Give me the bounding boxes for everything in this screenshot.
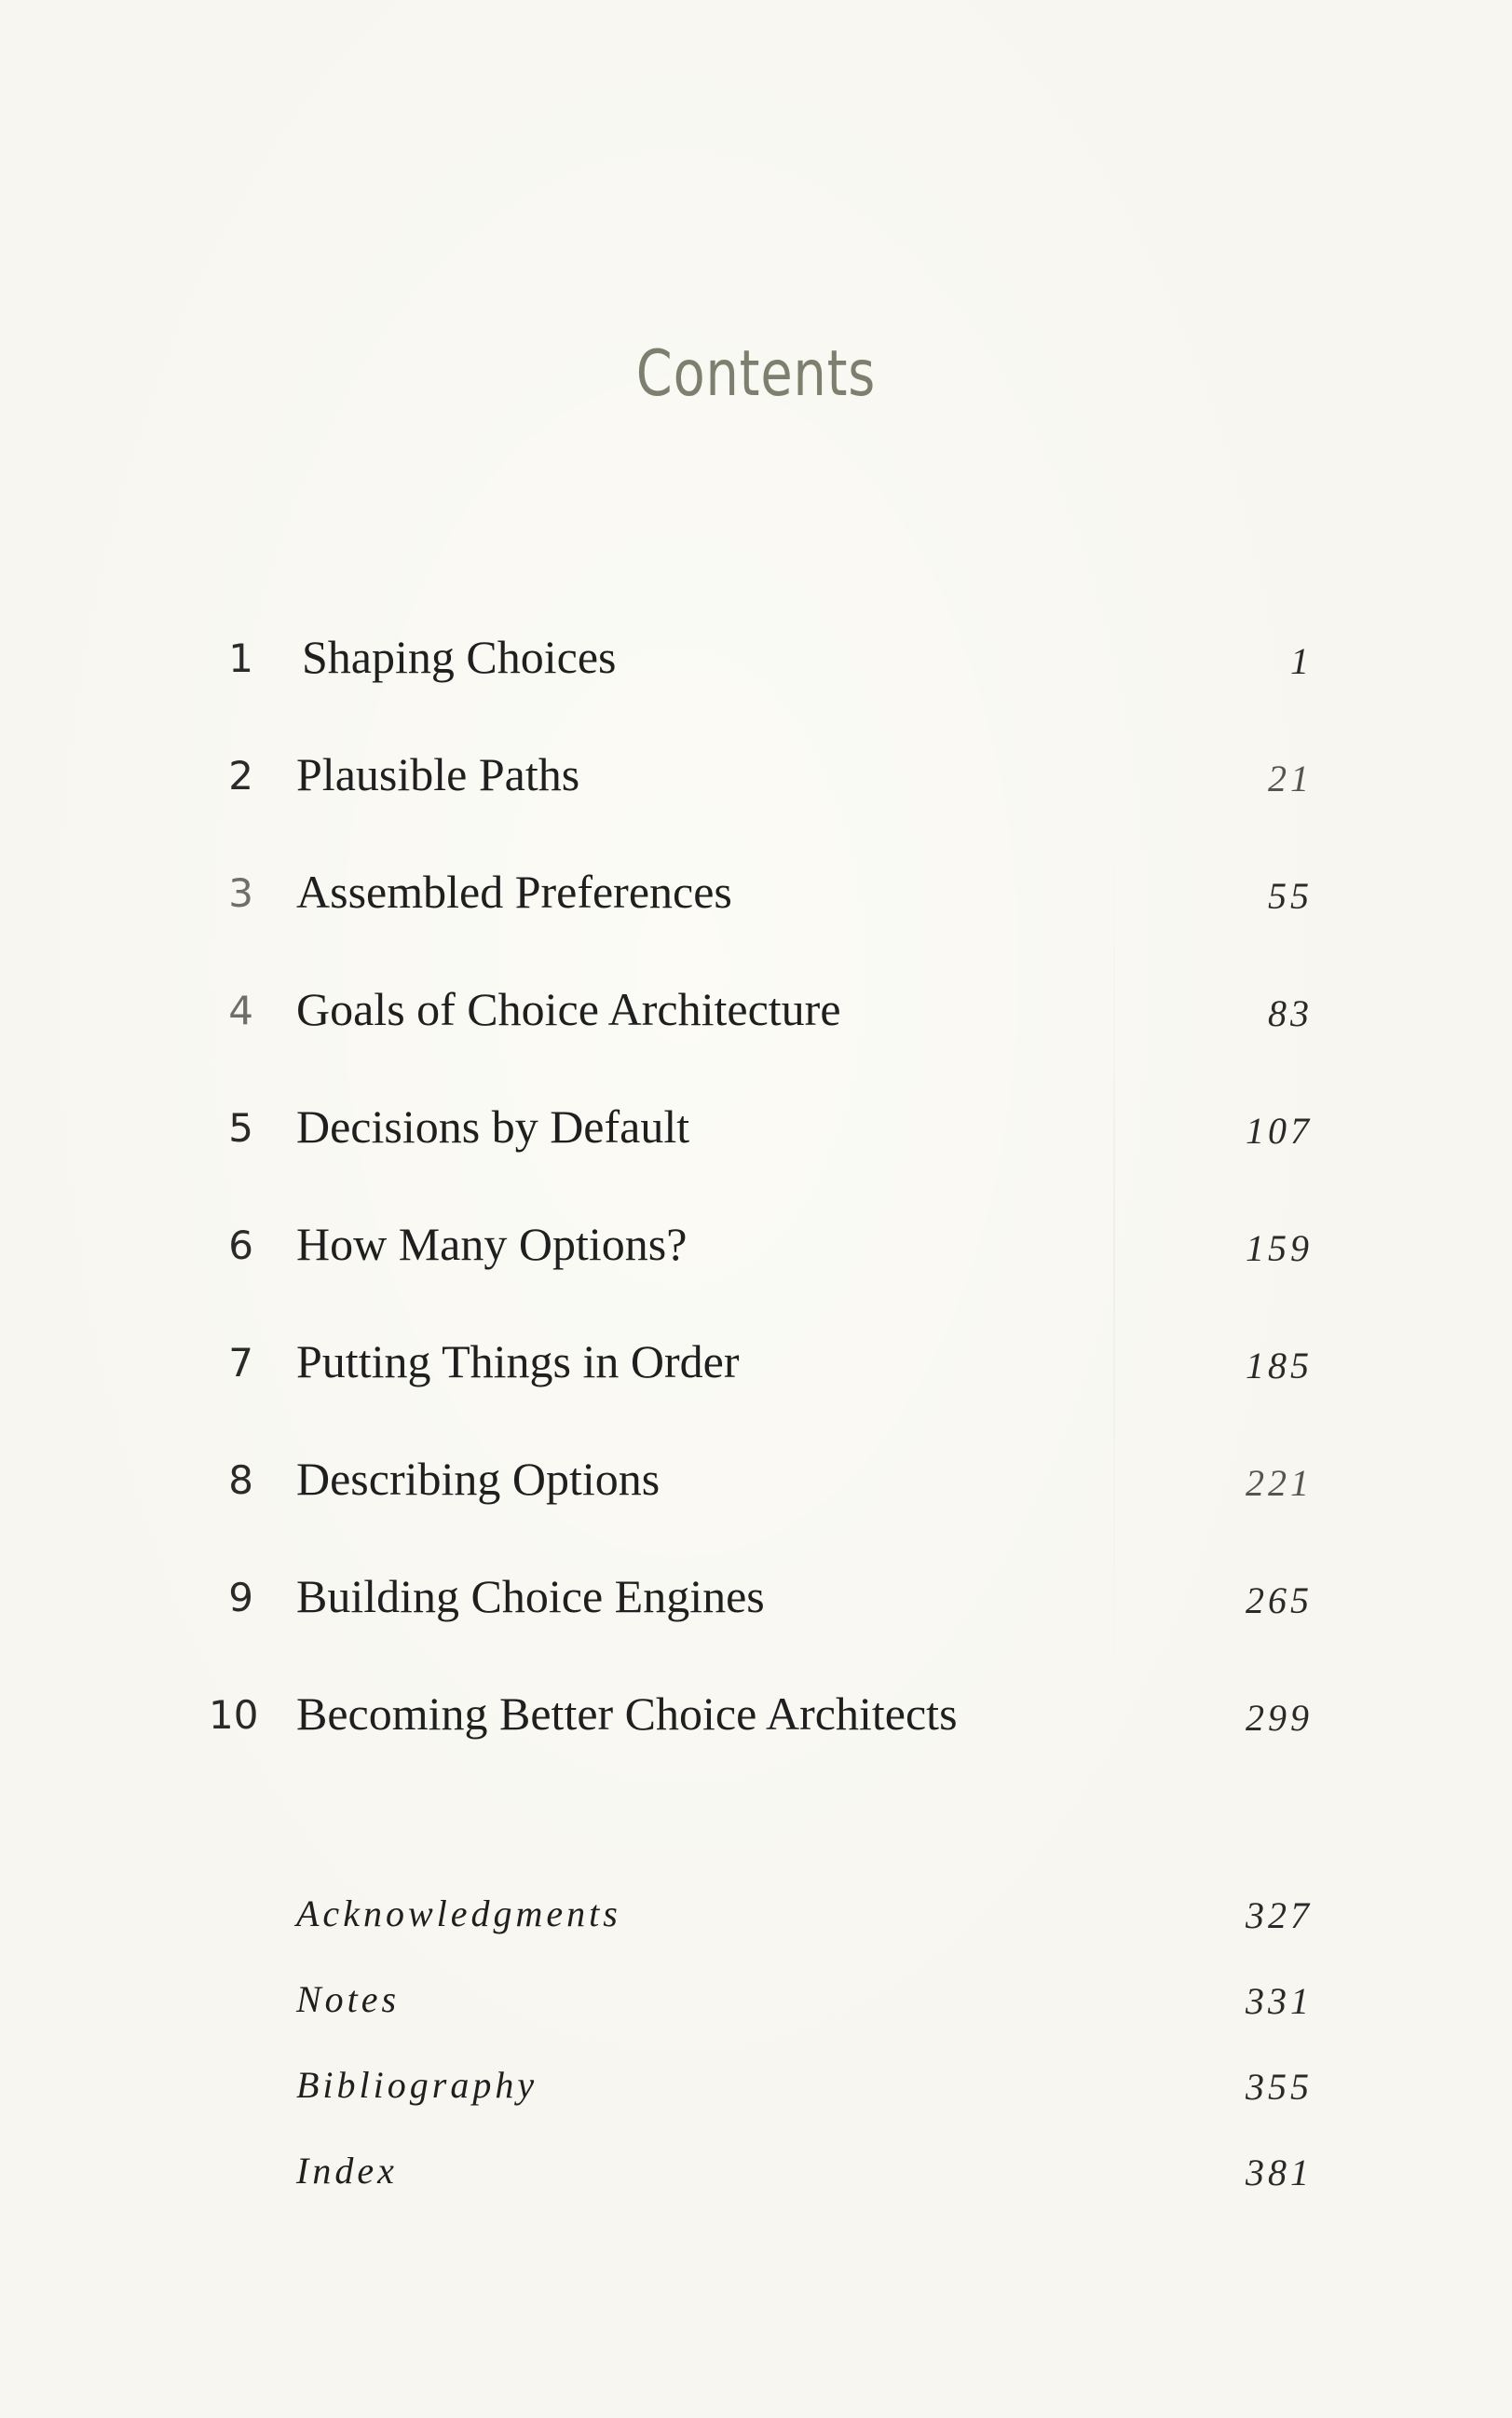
toc-back-matter-bibliography <box>0 2052 1512 2136</box>
toc-entry-1 <box>0 626 1512 710</box>
toc-entry-10 <box>0 1683 1512 1767</box>
toc-entry-8 <box>0 1448 1512 1532</box>
chapter-number: 4 <box>228 988 253 1033</box>
page-number: 55 <box>1268 875 1313 917</box>
chapter-title: Describing Options <box>296 1453 661 1505</box>
chapter-number: 3 <box>228 870 253 916</box>
toc-entry-6 <box>0 1213 1512 1297</box>
chapter-title: Plausible Paths <box>296 748 580 800</box>
toc-entry-3 <box>0 861 1512 945</box>
page-number: 185 <box>1246 1345 1313 1387</box>
chapter-title: Assembled Preferences <box>296 866 732 918</box>
back-matter-title: Acknowledgments <box>296 1892 621 1934</box>
chapter-title: Shaping Choices <box>302 631 617 683</box>
page-number: 331 <box>1246 1980 1313 2022</box>
chapter-title: Putting Things in Order <box>296 1335 740 1387</box>
toc-back-matter-index <box>0 2138 1512 2221</box>
chapter-title: Goals of Choice Architecture <box>296 983 841 1035</box>
chapter-number: 8 <box>228 1457 253 1503</box>
page-number: 265 <box>1246 1579 1313 1621</box>
chapter-number: 7 <box>228 1340 253 1386</box>
chapter-number: 1 <box>228 635 253 681</box>
chapter-number: 5 <box>228 1105 253 1151</box>
chapter-number: 2 <box>228 753 253 799</box>
toc-entry-5 <box>0 1096 1512 1180</box>
toc-back-matter-acknowledgments <box>0 1880 1512 1964</box>
toc-entry-9 <box>0 1565 1512 1649</box>
toc-entry-4 <box>0 978 1512 1062</box>
chapter-title: Building Choice Engines <box>296 1570 765 1622</box>
back-matter-title: Index <box>296 2150 398 2192</box>
page-title: Contents <box>635 337 877 411</box>
toc-entry-2 <box>0 744 1512 827</box>
toc-entry-7 <box>0 1331 1512 1414</box>
page-number: 221 <box>1246 1462 1313 1504</box>
page-number: 381 <box>1246 2152 1313 2193</box>
back-matter-title: Bibliography <box>296 2064 538 2106</box>
page-number: 21 <box>1268 758 1313 799</box>
chapter-number: 6 <box>228 1223 253 1268</box>
toc-back-matter-notes <box>0 1966 1512 2050</box>
chapter-number: 9 <box>228 1575 253 1620</box>
page-number: 1 <box>1290 640 1313 682</box>
page-number: 299 <box>1246 1697 1313 1739</box>
chapter-title: How Many Options? <box>296 1218 688 1270</box>
chapter-number: 10 <box>209 1692 259 1738</box>
page-number: 107 <box>1246 1110 1313 1152</box>
page-number: 355 <box>1246 2066 1313 2108</box>
chapter-title: Becoming Better Choice Architects <box>296 1687 958 1740</box>
page-number: 159 <box>1246 1227 1313 1269</box>
back-matter-title: Notes <box>296 1978 401 2020</box>
chapter-title: Decisions by Default <box>296 1100 690 1153</box>
page-number: 83 <box>1268 992 1313 1034</box>
page-number: 327 <box>1246 1894 1313 1936</box>
